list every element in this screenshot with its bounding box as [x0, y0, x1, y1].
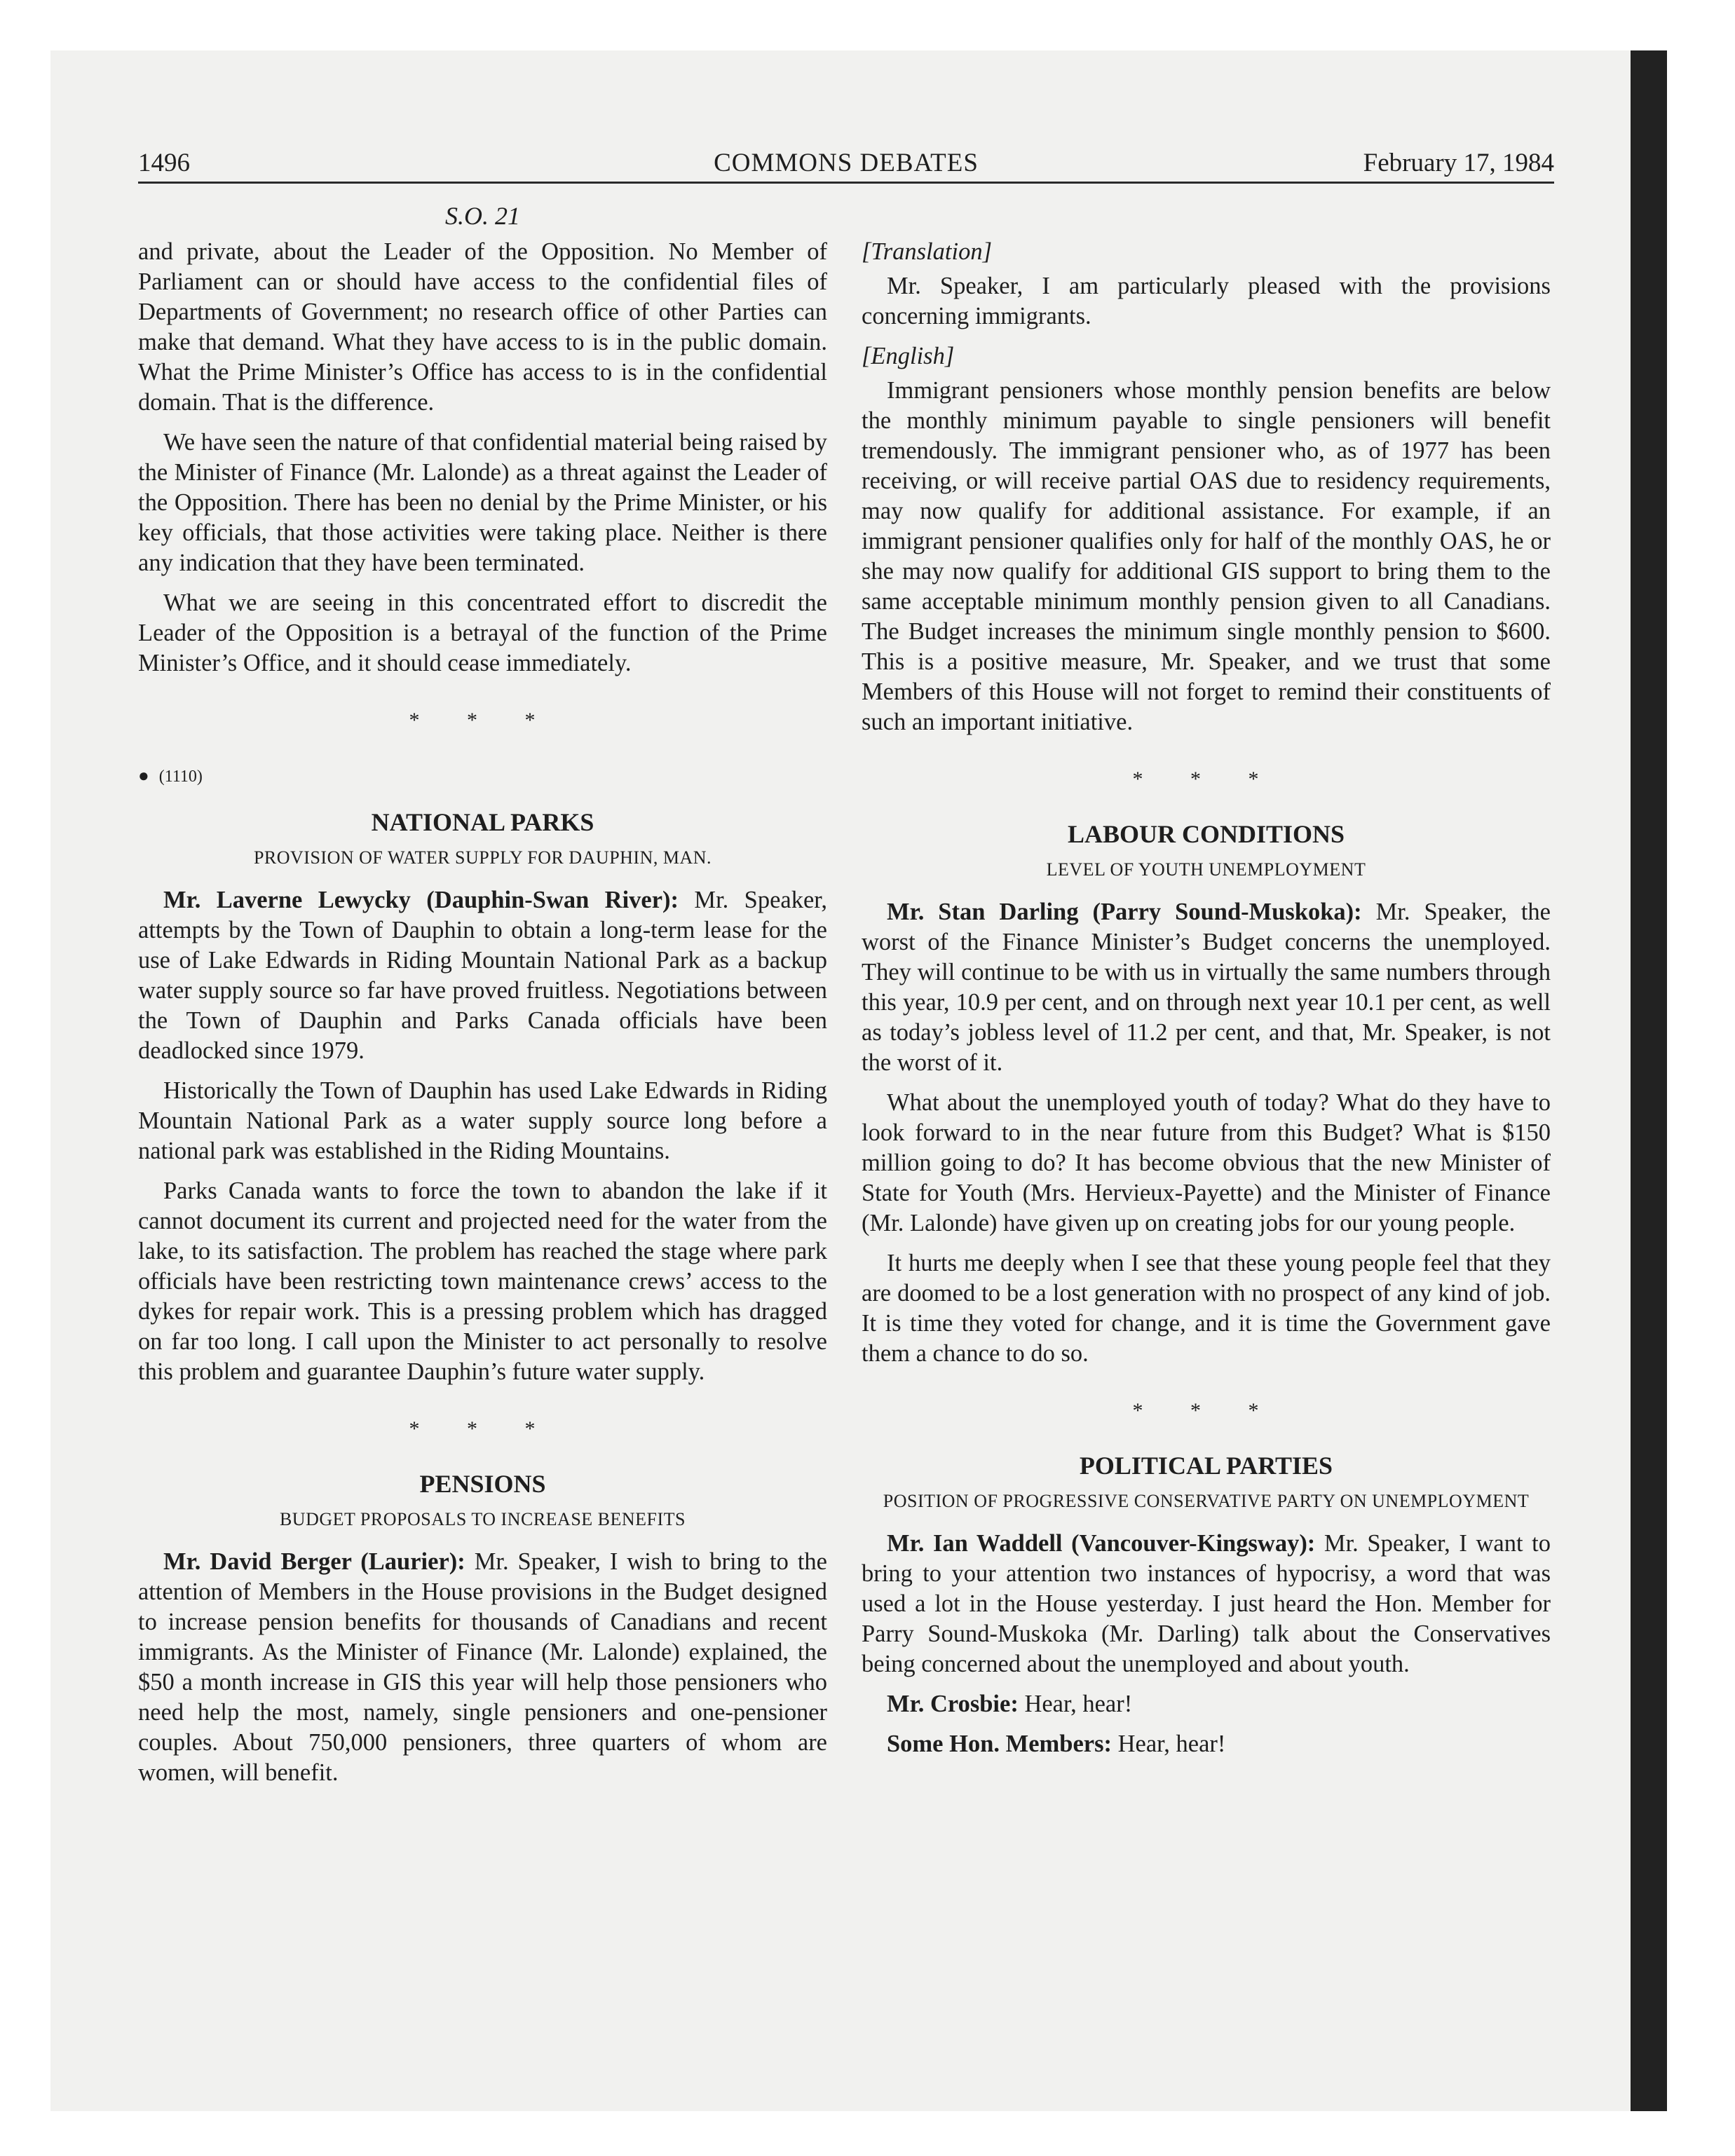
paragraph: Mr. Speaker, I am particularly pleased with the provisions concerning immigrants.: [862, 273, 1551, 329]
speaker-name: Mr. Laverne Lewycky (Dauphin-Swan River):: [163, 887, 679, 913]
paragraph: Historically the Town of Dauphin has used Lake Edwards in Riding Mountain National Park as a water supply source long before a national park was established in the Riding Mountains.: [138, 1077, 827, 1164]
speaker-name: Mr. Stan Darling (Parry Sound-Muskoka):: [887, 899, 1362, 925]
section-title: NATIONAL PARKS: [371, 808, 594, 836]
section-separator: * * *: [409, 1417, 557, 1440]
speech-text: Mr. Speaker, the worst of the Finance Minister’s Budget concerns the unemployed. They will continue to be with us in virtually the same numbers through this year, 10.9 per cent, and on through next year 10.1 per cent, as well as today’s jobless level of 11.2 per cent, and that, Mr. Speaker, is not the worst of it.: [862, 899, 1551, 1076]
speech-text: Hear, hear!: [1018, 1691, 1133, 1717]
speech-text: Mr. Speaker, I want to bring to your attention two instances of hypocrisy, a word that was used a lot in the House yesterday. I just heard the Hon. Member for Parry Sound-Muskoka (Mr. Darling) talk about the Conservatives being concerned about the unemployed and about youth.: [862, 1530, 1551, 1677]
speech-paragraph: [862, 1529, 1551, 1679]
section-marker: S.O. 21: [445, 202, 520, 230]
right-column: [862, 237, 1551, 1769]
section-separator: * * *: [1132, 1399, 1280, 1422]
time-marker: [138, 760, 827, 792]
header-date: February 17, 1984: [1363, 149, 1554, 177]
paragraph: Immigrant pensioners whose monthly pension benefits are below the monthly minimum payable to single pensioners will benefit tremendously. The immigrant pensioner who, as of 1977 has been receiving, or will receive partial OAS due to residency requirements, may now qualify for additional assistance. For example, if an immigrant pensioner qualifies only for half of the monthly OAS, he or she may now qualify for additional GIS support to bring them to the same acceptable minimum monthly pension given to all Canadians. The Budget increases the minimum single monthly pension to $600. This is a positive measure, Mr. Speaker, and we trust that some Members of this House will not forget to remind their constituents of such an important initiative.: [862, 377, 1551, 735]
speaker-name: Some Hon. Members:: [887, 1731, 1112, 1757]
section-separator: * * *: [1132, 767, 1280, 791]
binding-edge: [1631, 50, 1667, 2111]
section-title: LABOUR CONDITIONS: [1067, 820, 1345, 848]
bullet-icon: ●: [138, 765, 149, 786]
speech-paragraph: [138, 1547, 827, 1788]
section-separator: * * *: [409, 709, 557, 732]
language-tag: [Translation]: [862, 238, 992, 265]
publication-title: COMMONS DEBATES: [714, 149, 979, 177]
paragraph: What we are seeing in this concentrated effort to discredit the Leader of the Opposition is a betrayal of the function of the Prime Minister’s Office, and it should cease immediately.: [138, 589, 827, 676]
paragraph: We have seen the nature of that confidential material being raised by the Minister of Finance (Mr. Lalonde) as a threat against the Leader of the Opposition. There has been no denial by the Prime Minister, or his key officials, that those activities were taking place. Neither is there any indication that they have been terminated.: [138, 429, 827, 576]
speaker-name: Mr. Ian Waddell (Vancouver-Kingsway):: [887, 1530, 1316, 1557]
speech-paragraph: [138, 885, 827, 1066]
speaker-name: Mr. Crosbie:: [887, 1691, 1019, 1717]
section-subtitle: LEVEL OF YOUTH UNEMPLOYMENT: [1046, 859, 1366, 880]
left-column: [138, 237, 827, 1798]
time-marker-text: (1110): [158, 767, 203, 786]
paragraph: Parks Canada wants to force the town to abandon the lake if it cannot document its current and projected need for the water from the lake, to its satisfaction. The problem has reached the stage where park officials have been restricting town maintenance crews’ access to the dykes for repair work. This is a pressing problem which has dragged on far too long. I call upon the Minister to act personally to resolve this problem and guarantee Dauphin’s future water supply.: [138, 1178, 827, 1385]
speech-paragraph: [862, 897, 1551, 1078]
paragraph: It hurts me deeply when I see that these young people feel that they are doomed to be a lost generation with no prospect of any kind of job. It is time they voted for change, and it is time the Government gave them a chance to do so.: [862, 1250, 1551, 1367]
speech-paragraph: [862, 1729, 1551, 1759]
speech-text: Mr. Speaker, I wish to bring to the attention of Members in the House provisions in the Budget designed to increase pension benefits for thousands of Canadians and recent immigrants. As the Minister of Finance (Mr. Lalonde) explained, the $50 a month increase in GIS this year will help those pensioners who need help the most, namely, single pensioners and one-pensioner couples. About 750,000 pensioners, three quarters of whom are women, will benefit.: [138, 1548, 827, 1786]
paragraph: and private, about the Leader of the Opposition. No Member of Parliament can or should have access to the confidential files of Departments of Government; no research office of other Parties can make that demand. What they have access to is in the public domain. What the Prime Minister’s Office has access to is in the confidential domain. That is the difference.: [138, 238, 827, 416]
section-title: POLITICAL PARTIES: [1079, 1452, 1333, 1480]
page-number: 1496: [138, 149, 190, 177]
paragraph: What about the unemployed youth of today? What do they have to look forward to in the near future from this Budget? What is $150 million going to do? It has become obvious that the new Minister of State for Youth (Mrs. Hervieux-Payette) and the Minister of Finance (Mr. Lalonde) have given up on creating jobs for our young people.: [862, 1089, 1551, 1236]
speech-paragraph: [862, 1689, 1551, 1719]
speech-text: Mr. Speaker, attempts by the Town of Dauphin to obtain a long-term lease for the use of Lake Edwards in Riding Mountain National Park as a backup water supply source so far have proved fruitless. Negotiations between the Town of Dauphin and Parks Canada officials have been deadlocked since 1979.: [138, 887, 827, 1064]
section-subtitle: POSITION OF PROGRESSIVE CONSERVATIVE PARTY ON UNEMPLOYMENT: [883, 1491, 1530, 1511]
section-subtitle: PROVISION OF WATER SUPPLY FOR DAUPHIN, MAN.: [253, 847, 712, 868]
speech-text: Hear, hear!: [1111, 1731, 1226, 1757]
section-subtitle: BUDGET PROPOSALS TO INCREASE BENEFITS: [279, 1509, 686, 1529]
page-header: [138, 145, 1554, 184]
section-title: PENSIONS: [419, 1470, 546, 1498]
speaker-name: Mr. David Berger (Laurier):: [163, 1548, 465, 1575]
language-tag: [English]: [862, 343, 955, 369]
